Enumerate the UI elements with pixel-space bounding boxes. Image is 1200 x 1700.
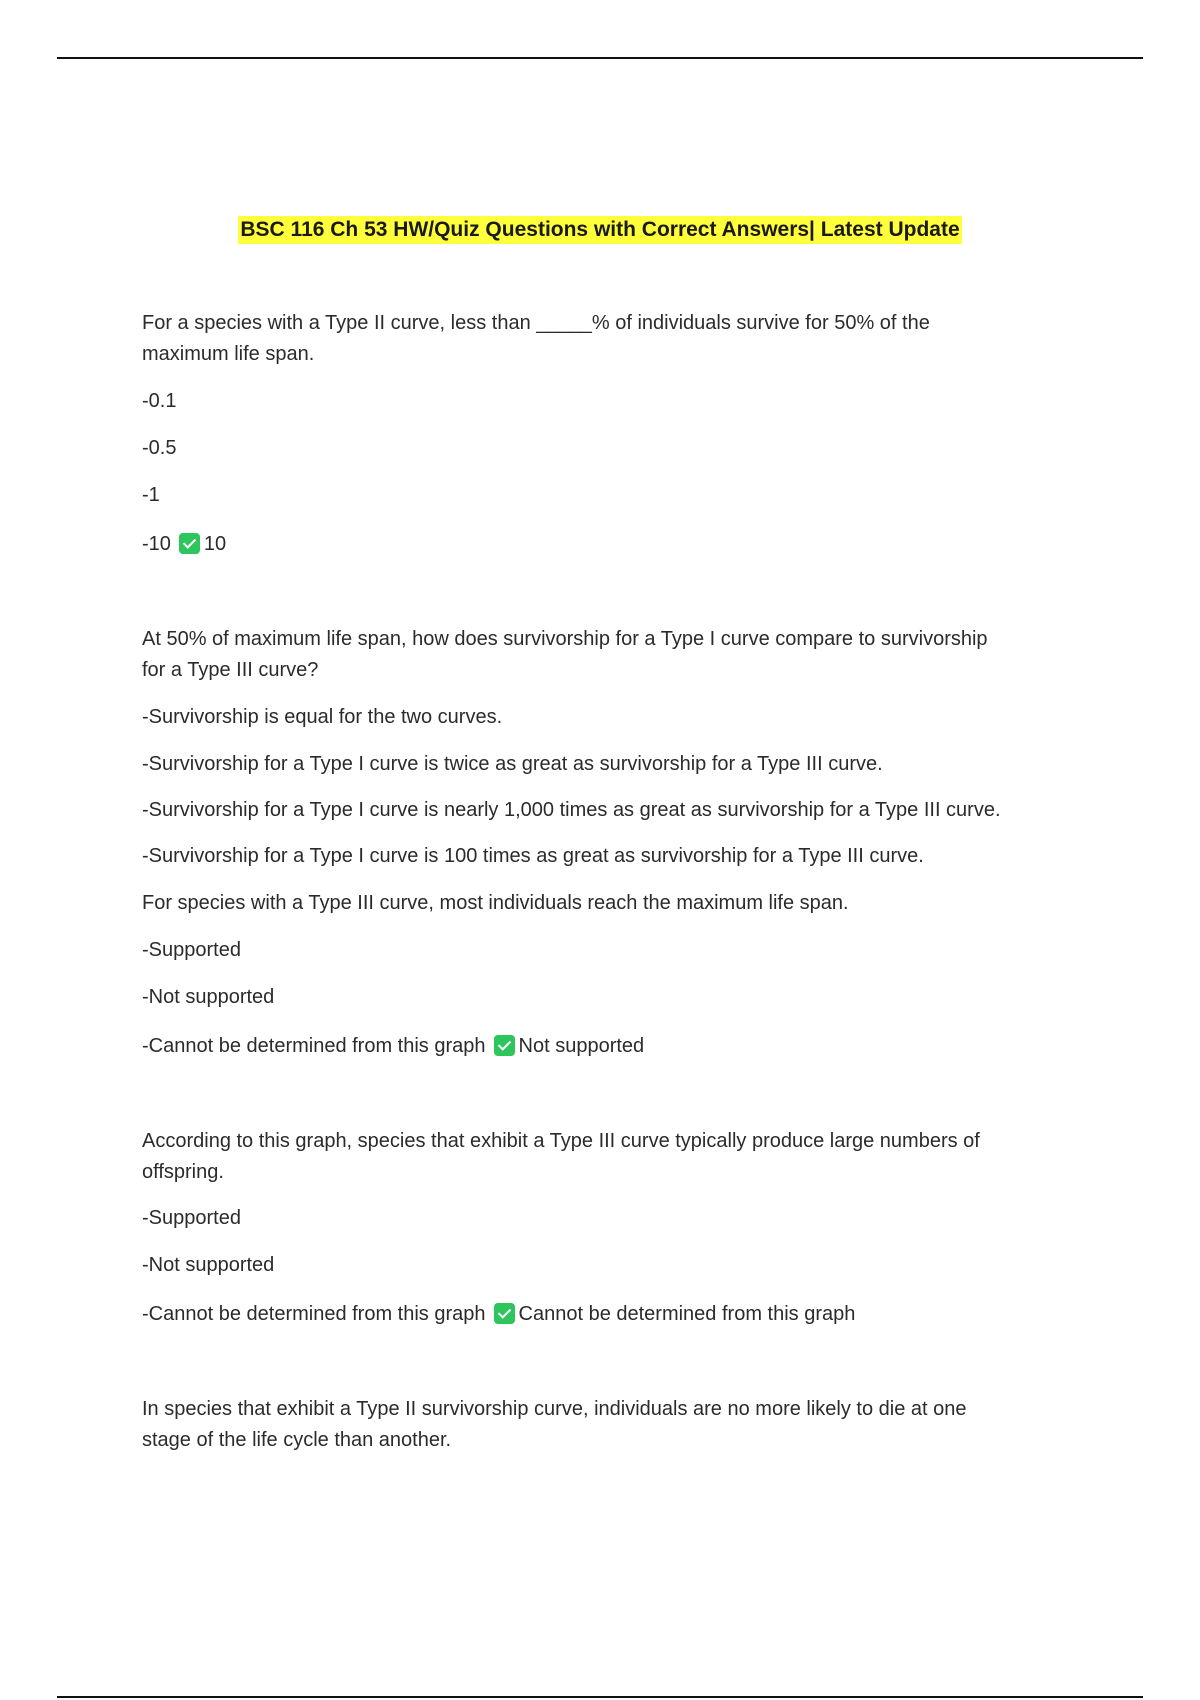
q5-question-line-2: stage of the life cycle than another. xyxy=(142,1429,452,1451)
q3-option-2: -Not supported xyxy=(142,986,275,1008)
q2-option-3: -Survivorship for a Type I curve is nearly 1,000 times as great as survivorship for a Type III curve. xyxy=(142,799,1001,821)
q2-option-1: -Survivorship is equal for the two curves. xyxy=(142,706,503,728)
check-mark-icon xyxy=(179,533,200,554)
q4-question-line-2: offspring. xyxy=(142,1161,224,1183)
document-title: BSC 116 Ch 53 HW/Quiz Questions with Correct Answers| Latest Update xyxy=(238,216,961,244)
q1-question-line-1: For a species with a Type II curve, less than _____% of individuals survive for 50% of the xyxy=(142,312,930,334)
q4-option-3-row xyxy=(142,1299,855,1330)
q4-answer: Cannot be determined from this graph xyxy=(518,1303,856,1325)
q1-question-line-2: maximum life span. xyxy=(142,343,315,365)
q4-option-3: -Cannot be determined from this graph xyxy=(142,1303,486,1325)
q2-question-line-1: At 50% of maximum life span, how does survivorship for a Type I curve compare to survivorship xyxy=(142,628,988,650)
q2-question-line-2: for a Type III curve? xyxy=(142,659,319,681)
q4-option-1: -Supported xyxy=(142,1207,241,1229)
q2-option-2: -Survivorship for a Type I curve is twice as great as survivorship for a Type III curve. xyxy=(142,753,883,775)
q1-answer: 10 xyxy=(203,533,227,555)
top-rule xyxy=(57,57,1143,59)
q1-option-4-row xyxy=(142,529,226,560)
bottom-rule xyxy=(57,1696,1143,1698)
q3-answer: Not supported xyxy=(518,1035,645,1057)
title-block xyxy=(0,216,1200,244)
q4-question-line-1: According to this graph, species that exhibit a Type III curve typically produce large numbers of xyxy=(142,1130,980,1152)
check-mark-icon xyxy=(494,1035,515,1056)
q4-option-2: -Not supported xyxy=(142,1254,275,1276)
q3-question: For species with a Type III curve, most individuals reach the maximum life span. xyxy=(142,892,849,914)
q1-option-1: -0.1 xyxy=(142,390,177,412)
q5-question-line-1: In species that exhibit a Type II survivorship curve, individuals are no more likely to die at one xyxy=(142,1398,967,1420)
q3-option-3: -Cannot be determined from this graph xyxy=(142,1035,486,1057)
q1-option-4: -10 xyxy=(142,533,171,555)
q2-option-4: -Survivorship for a Type I curve is 100 times as great as survivorship for a Type III curve. xyxy=(142,845,924,867)
q1-option-2: -0.5 xyxy=(142,437,177,459)
check-mark-icon xyxy=(494,1303,515,1324)
q3-option-3-row xyxy=(142,1031,644,1062)
q3-option-1: -Supported xyxy=(142,939,241,961)
q1-option-3: -1 xyxy=(142,484,160,506)
